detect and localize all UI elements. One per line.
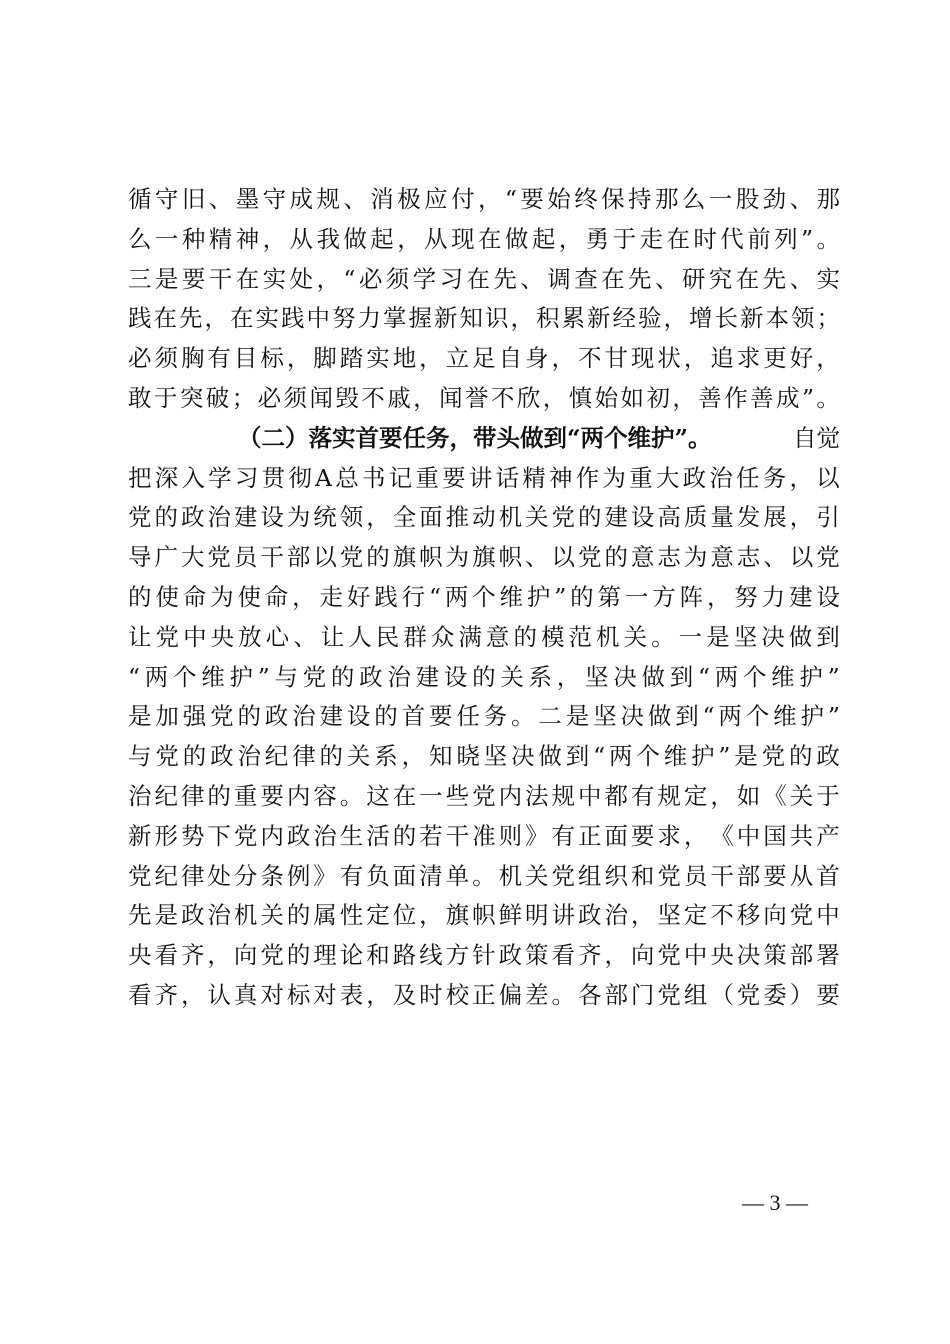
text-line: 敢 于 突 破 ； 必 须 闻 毁 不 戚 ， 闻 誉 不 欣 ， 慎 始 如 初 ， 善 作 善 成 ” 。 bbox=[128, 383, 840, 412]
section-heading: （二）落实首要任务，带头做到“两个维护”。 bbox=[238, 423, 712, 452]
text-line: 与 党 的 政 治 纪 律 的 关 系 ， 知 晓 坚 决 做 到 “ 两 个 维 护 ” 是 党 的 政 bbox=[128, 742, 840, 771]
text-line: 必 须 胸 有 目 标 ， 脚 踏 实 地 ， 立 足 自 身 ， 不 甘 现 状 ， 追 求 更 好 ， bbox=[128, 344, 840, 373]
text-line: 么 一 种 精 神 ， 从 我 做 起 ， 从 现 在 做 起 ， 勇 于 走 在 时 代 前 列 ” 。 bbox=[128, 224, 840, 253]
text-line: 党 的 政 治 建 设 为 统 领 ， 全 面 推 动 机 关 党 的 建 设 高 质 量 发 展 ， 引 bbox=[128, 503, 840, 532]
text-line: 把 深 入 学 习 贯 彻 A 总 书 记 重 要 讲 话 精 神 作 为 重 大 政 治 任 务 ， 以 bbox=[128, 463, 840, 492]
text-line: “ 两 个 维 护 ” 与 党 的 政 治 建 设 的 关 系 ， 坚 决 做 到 “ 两 个 维 护 ” bbox=[128, 662, 840, 691]
text-line: 先 是 政 治 机 关 的 属 性 定 位 ， 旗 帜 鲜 明 讲 政 治 ， 坚 定 不 移 向 党 中 bbox=[128, 901, 840, 930]
text-line: 三 是 要 干 在 实 处 ， “ 必 须 学 习 在 先 、 调 查 在 先 、 研 究 在 先 、 实 bbox=[128, 264, 840, 293]
text-line: 是 加 强 党 的 政 治 建 设 的 首 要 任 务 。 二 是 坚 决 做 到 “ 两 个 维 护 ” bbox=[128, 702, 840, 731]
body-text bbox=[128, 180, 840, 1016]
page-number: — 3 — bbox=[742, 1190, 808, 1215]
text-line: 的 使 命 为 使 命 ， 走 好 践 行 “ 两 个 维 护 ” 的 第 一 方 阵 ， 努 力 建 设 bbox=[128, 582, 840, 611]
text-line: 导 广 大 党 员 干 部 以 党 的 旗 帜 为 旗 帜 、 以 党 的 意 志 为 意 志 、 以 党 bbox=[128, 543, 840, 572]
text-line: 央 看 齐 ， 向 党 的 理 论 和 路 线 方 针 政 策 看 齐 ， 向 党 中 央 决 策 部 署 bbox=[128, 941, 840, 970]
section-heading-line bbox=[128, 419, 840, 459]
text-line: 治 纪 律 的 重 要 内 容 。 这 在 一 些 党 内 法 规 中 都 有 规 定 ， 如 《 关 于 bbox=[128, 781, 840, 810]
text-line: 看 齐 ， 认 真 对 标 对 表 ， 及 时 校 正 偏 差 。 各 部 门 党 组 （ 党 委 ） 要 bbox=[128, 980, 840, 1009]
section-heading-tail: 自觉 bbox=[793, 423, 840, 452]
text-line: 党 纪 律 处 分 条 例 》 有 负 面 清 单 。 机 关 党 组 织 和 党 员 干 部 要 从 首 bbox=[128, 861, 840, 890]
text-line: 循 守 旧 、 墨 守 成 规 、 消 极 应 付 ， “ 要 始 终 保 持 那 么 一 股 劲 、 那 bbox=[128, 185, 840, 213]
text-line: 践 在 先 ， 在 实 践 中 努 力 掌 握 新 知 识 ， 积 累 新 经 验 ， 增 长 新 本 领 ； bbox=[128, 304, 840, 333]
text-line: 让 党 中 央 放 心 、 让 人 民 群 众 满 意 的 模 范 机 关 。 一 是 坚 决 做 到 bbox=[128, 622, 840, 651]
text-line: 新 形 势 下 党 内 政 治 生 活 的 若 干 准 则 》 有 正 面 要 求 ， 《 中 国 共 产 bbox=[128, 821, 840, 850]
